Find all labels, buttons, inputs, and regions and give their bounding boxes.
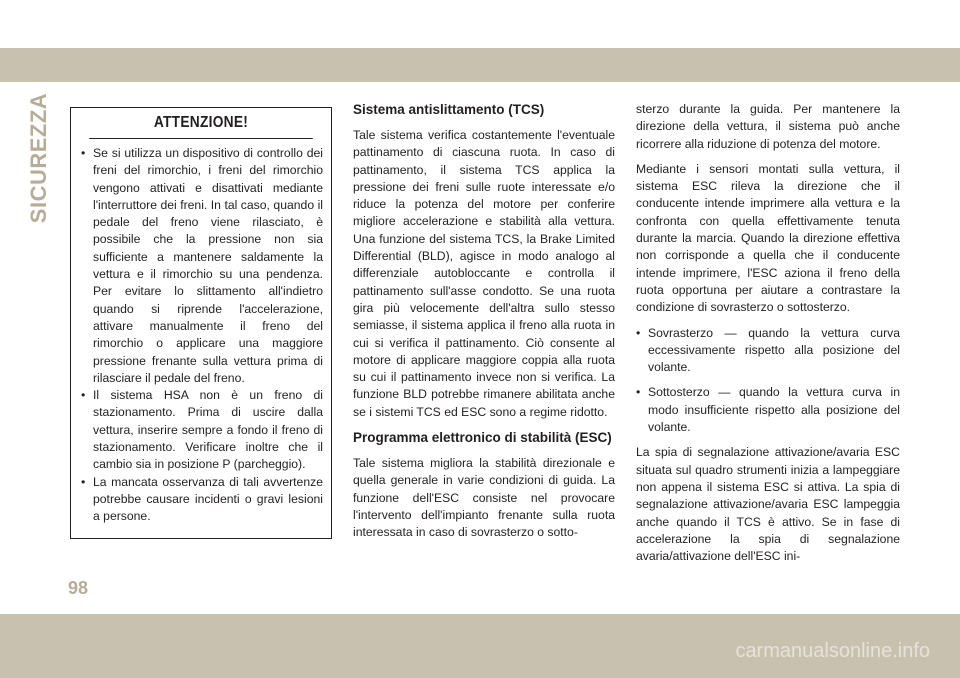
warning-box: [70, 107, 332, 539]
warning-list: [71, 145, 331, 526]
esc-heading: Programma elettronico di stabilità (ESC): [353, 430, 612, 446]
esc-sensor-paragraph: Mediante i sensori montati sulla vettura, il sistema ESC rileva la direzione che il conducente intende imprimere alla vettura e la confronta con quella effettivamente tenuta durante la marcia. Quando la direzione effettiva non corrisponde a quella che il conducente intende imprimere, l'ESC aziona il freno della ruota opportuna per aiutare a contrastare la condizione di sovrasterzo o sottosterzo.: [636, 161, 900, 315]
oversteer-item: • Sovrasterzo — quando la vettura curva eccessivamente rispetto alla posizione del volante.: [636, 325, 900, 377]
warning-item: • La mancata osservanza di tali avvertenze potrebbe causare incidenti o gravi lesioni a persone.: [81, 474, 323, 526]
esc-paragraph: Tale sistema migliora la stabilità direzionale e quella generale in varie condizioni di guida. La funzione dell'ESC consiste nel provocare l'intervento dell'impianto frenante sulla ruota interessata in caso di sovrasterzo o sotto-: [353, 456, 615, 540]
warning-item: • Se si utilizza un dispositivo di controllo dei freni del rimorchio, i freni del rimorchio vengono attivati e disattivati mediante l'interruttore dei freni. In tal caso, quando il pedale del freno viene rilasciato, è possibile che la pressione non sia sufficiente a mantenere saldamente la vettura e il rimorchio su una pendenza. Per evitare lo slittamento all'indietro quando si riprende l'accelerazione, attivare manualmente il freno del rimorchio o applicare una maggiore pressione frenante sulla vettura prima di rilasciare il pedale del freno.: [81, 145, 323, 387]
esc-paragraph-cont: sterzo durante la guida. Per mantenere la direzione della vettura, il sistema può anche ricorrere alla riduzione di potenza del motore.: [636, 102, 900, 151]
text-column-2: [353, 101, 615, 550]
header-band: [0, 48, 960, 82]
understeer-item: • Sottosterzo — quando la vettura curva in modo insufficiente rispetto alla posizione del volante.: [636, 384, 900, 436]
page-number: 98: [68, 578, 89, 598]
text-column-3: [636, 101, 900, 573]
watermark: carmanualsonline.info: [735, 640, 930, 662]
steer-list: [636, 325, 900, 437]
tcs-heading: Sistema antislittamento (TCS): [353, 102, 545, 117]
warning-item: • Il sistema HSA non è un freno di stazionamento. Prima di uscire dalla vettura, inserire sempre a fondo il freno di stazionamento. Verificare inoltre che il cambio sia in posizione P (parcheggio).: [81, 387, 323, 473]
section-tab-label: SICUREZZA: [26, 92, 51, 224]
esc-light-paragraph: La spia di segnalazione attivazione/avaria ESC situata sul quadro strumenti inizia a lampeggiare non appena il sistema ESC si attiva. La spia di segnalazione attivazione/avaria ESC lampeggia anche quando il TCS è attivo. Se in fase di accelerazione la spia di segnalazione avaria/attivazione dell'ESC ini-: [636, 445, 900, 564]
top-margin: [0, 0, 960, 48]
section-tab: [22, 92, 56, 224]
tcs-paragraph: Tale sistema verifica costantemente l'eventuale pattinamento di ciascuna ruota. In caso di pattinamento, il sistema TCS applica la pressione dei freni sulle ruote interessate e/o riduce la potenza del motore per conferire migliore accelerazione e stabilità alla vettura. Una funzione del sistema TCS, la Brake Limited Differential (BLD), agisce in modo analogo al differenziale autobloccante e controlla il pattinamento sull'asse condotto. Se una ruota gira più velocemente dell'altra sullo stesso semiasse, il sistema applica il freno alla ruota in cui si verifica il pattinamento. Ciò consente al motore di applicare maggiore coppia alla ruota su cui il pattinamento invece non si verifica. La funzione BLD potrebbe rimanere abilitata anche se i sistemi TCS ed ESC sono a regime ridotto.: [353, 128, 615, 419]
warning-title: ATTENZIONE!: [89, 108, 313, 139]
